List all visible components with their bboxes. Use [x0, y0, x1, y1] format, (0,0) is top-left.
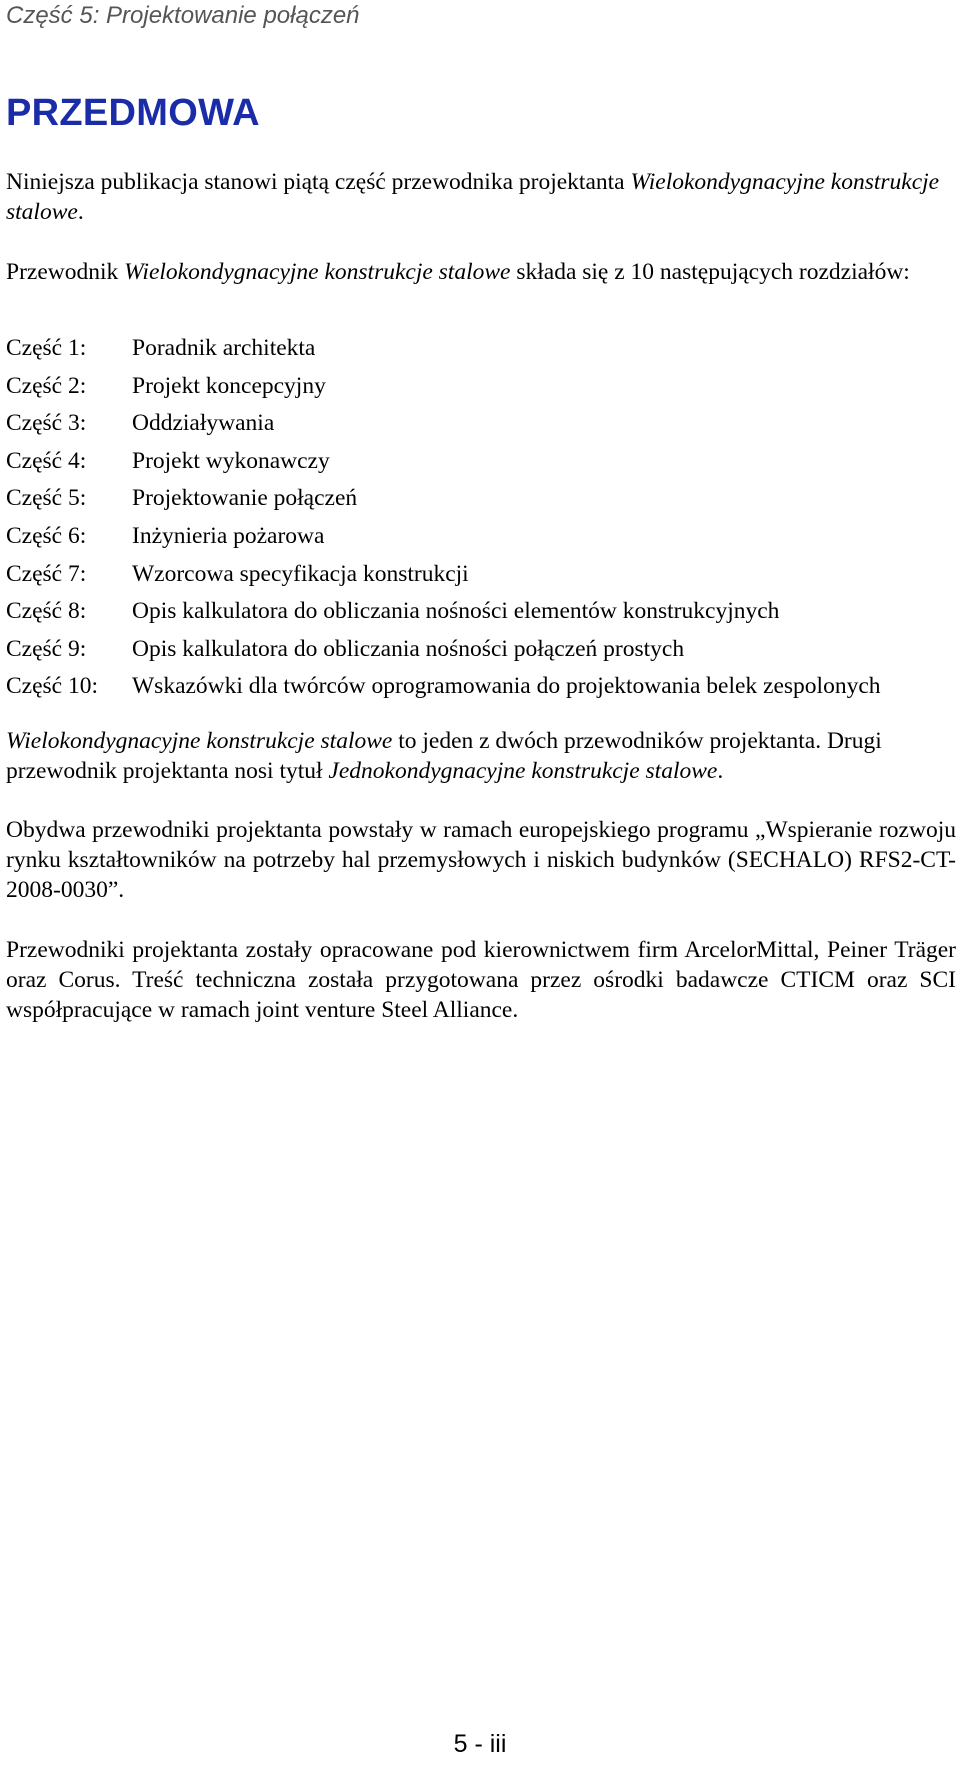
series-text-start: Przewodnik [6, 259, 125, 285]
intro-period: . [77, 199, 84, 225]
page-number: 5 - iii [453, 1730, 507, 1758]
part-title: Projekt wykonawczy [132, 447, 330, 474]
authors-paragraph: Przewodniki projektanta zostały opracowane pod kierownictwem firm ArcelorMittal, Peiner Träger oraz Corus. Treść techniczna została przygotowana przez ośrodki badawcze CTICM oraz SCI współpracujące w ramach joint venture Steel Alliance. [6, 937, 956, 1023]
program-paragraph: Obydwa przewodniki projektanta powstały w ramach europejskiego programu „Wspieranie rozwoju rynku kształtowników na potrzeby hal przemysłowych i niskich budynków (SECHALO) RFS2-CT-2008-0030”. [6, 817, 956, 903]
part-number: Część 5: [6, 485, 87, 512]
part-number: Część 1: [6, 335, 87, 361]
multi-storey-title: Wielokondygnacyjne konstrukcje stalowe [6, 728, 393, 754]
part-number: Część 3: [6, 410, 87, 437]
part-title: Oddziaływania [132, 410, 275, 437]
parts-list [6, 330, 956, 706]
part-number: Część 10: [6, 673, 99, 700]
running-header: Część 5: Projektowanie połączeń [6, 2, 360, 29]
intro-series-title: Wielokondygnacyjne konstrukcje stalowe [6, 169, 940, 225]
single-storey-title: Jednokondygnacyjne konstrukcje stalowe [328, 758, 718, 784]
part-number: Część 2: [6, 372, 87, 399]
page-heading: PRZEDMOWA [6, 92, 260, 134]
part-item [6, 480, 956, 518]
part-number: Część 4: [6, 447, 87, 474]
part-item [6, 556, 956, 594]
part-title: Wzorcowa specyfikacja konstrukcji [132, 560, 469, 587]
part-item [6, 405, 956, 443]
part-number: Część 9: [6, 635, 87, 662]
part-item [6, 593, 956, 631]
part-title: Wskazówki dla twórców oprogramowania do projektowania belek zespolonych [132, 673, 881, 700]
part-title: Poradnik architekta [132, 335, 316, 361]
guides-text: to jeden z dwóch przewodników projektanta. Drugi przewodnik projektanta nosi tytuł [6, 728, 882, 784]
series-paragraph [6, 257, 956, 287]
guides-period: . [717, 758, 724, 784]
part-title: Projektowanie połączeń [132, 485, 358, 512]
part-item [6, 368, 956, 406]
part-item [6, 443, 956, 481]
part-title: Projekt koncepcyjny [132, 372, 326, 399]
series-title: Wielokondygnacyjne konstrukcje stalowe [124, 259, 511, 285]
intro-paragraph [6, 167, 956, 227]
part-number: Część 7: [6, 560, 87, 587]
part-item [6, 330, 956, 368]
part-title: Inżynieria pożarowa [132, 522, 325, 549]
part-number: Część 6: [6, 522, 87, 549]
part-item [6, 518, 956, 556]
part-title: Opis kalkulatora do obliczania nośności połączeń prostych [132, 635, 685, 662]
part-number: Część 8: [6, 598, 87, 625]
part-item [6, 668, 956, 706]
series-text-end: składa się z 10 następujących rozdziałów: [510, 259, 910, 285]
guides-paragraph [6, 726, 956, 786]
part-title: Opis kalkulatora do obliczania nośności elementów konstrukcyjnych [132, 598, 780, 625]
intro-text: Niniejsza publikacja stanowi piątą część przewodnika projektanta [6, 169, 631, 195]
part-item [6, 631, 956, 669]
